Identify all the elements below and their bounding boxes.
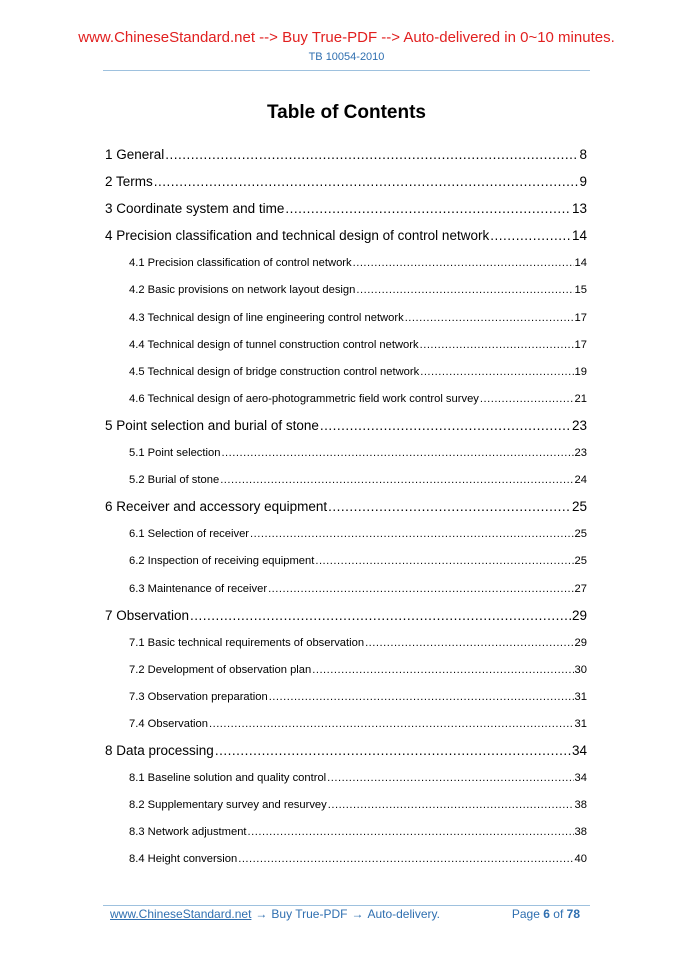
toc-entry-label: 2 Terms	[105, 174, 153, 190]
toc-dot-leader	[248, 821, 574, 843]
toc-entry[interactable]	[105, 198, 587, 225]
toc-dot-leader	[268, 578, 573, 600]
toc-dot-leader	[420, 361, 573, 383]
footer-arrow-icon: →	[351, 907, 364, 921]
toc-entry-page: 14	[574, 257, 587, 270]
footer-site-link[interactable]: www.ChineseStandard.net	[110, 907, 252, 921]
toc-entry[interactable]	[105, 686, 587, 713]
toc-entry-label: 6 Receiver and accessory equipment	[105, 499, 328, 515]
footer-divider	[103, 905, 590, 906]
toc-entry-label: 8.2 Supplementary survey and resurvey	[129, 799, 327, 812]
page-total: 78	[566, 907, 580, 921]
toc-entry-label: 6.2 Inspection of receiving equipment	[129, 555, 315, 568]
toc-entry-label: 7.1 Basic technical requirements of observation	[129, 636, 365, 649]
toc-entry-label: 1 General	[105, 147, 165, 162]
toc-entry-label: 8 Data processing	[105, 743, 214, 759]
toc-entry-label: 4.5 Technical design of bridge construction control network	[129, 365, 420, 378]
toc-dot-leader	[420, 334, 574, 356]
toc-entry-page: 9	[579, 174, 587, 190]
toc-entry-label: 5.1 Point selection	[129, 447, 221, 460]
toc-entry-label: 8.1 Baseline solution and quality control	[129, 772, 327, 785]
toc-dot-leader	[356, 279, 573, 301]
toc-entry[interactable]	[105, 361, 587, 388]
table-of-contents	[105, 144, 587, 876]
header-banner[interactable]: www.ChineseStandard.net --> Buy True-PDF --> Auto-delivered in 0~10 minutes.	[78, 29, 615, 46]
toc-dot-leader	[190, 605, 571, 627]
toc-entry-label: 6.1 Selection of receiver	[129, 528, 250, 541]
toc-entry-page: 38	[574, 799, 587, 812]
toc-dot-leader	[215, 740, 571, 762]
toc-entry-label: 5.2 Burial of stone	[129, 474, 220, 487]
toc-entry[interactable]	[105, 415, 587, 442]
toc-entry-label: 6.3 Maintenance of receiver	[129, 582, 268, 595]
footer-delivery-text: Auto-delivery.	[367, 907, 440, 921]
toc-entry-page: 17	[574, 338, 587, 351]
toc-entry[interactable]	[105, 821, 587, 848]
toc-entry-label: 4.6 Technical design of aero-photogrammetric field work control survey	[129, 392, 479, 405]
page-of: of	[553, 907, 564, 921]
toc-entry[interactable]	[105, 767, 587, 794]
toc-entry[interactable]	[105, 523, 587, 550]
toc-entry-page: 19	[574, 365, 587, 378]
toc-entry-page: 30	[574, 663, 587, 676]
toc-dot-leader	[328, 496, 571, 518]
toc-entry-label: 5 Point selection and burial of stone	[105, 417, 319, 433]
toc-dot-leader	[365, 632, 573, 654]
toc-entry-page: 13	[571, 201, 587, 217]
toc-entry[interactable]	[105, 578, 587, 605]
toc-dot-leader	[327, 767, 573, 789]
toc-entry-page: 27	[574, 582, 587, 595]
toc-entry[interactable]	[105, 848, 587, 875]
footer-arrow-icon: →	[255, 907, 268, 921]
toc-entry-page: 25	[571, 499, 587, 515]
toc-entry-page: 24	[574, 474, 587, 487]
toc-entry-page: 23	[574, 447, 587, 460]
toc-dot-leader	[165, 144, 578, 166]
toc-entry-page: 31	[574, 717, 587, 730]
toc-entry[interactable]	[105, 307, 587, 334]
toc-dot-leader	[480, 388, 574, 410]
toc-entry-page: 29	[574, 636, 587, 649]
footer	[110, 907, 580, 921]
toc-entry[interactable]	[105, 279, 587, 306]
toc-entry-page: 15	[574, 284, 587, 297]
toc-entry-page: 25	[574, 555, 587, 568]
document-id: TB 10054-2010	[308, 51, 385, 63]
toc-entry[interactable]	[105, 144, 587, 171]
toc-entry-page: 17	[574, 311, 587, 324]
toc-dot-leader	[405, 307, 574, 329]
toc-entry-label: 7.2 Development of observation plan	[129, 663, 312, 676]
toc-dot-leader	[353, 252, 574, 274]
toc-entry-label: 4.4 Technical design of tunnel construction control network	[129, 338, 419, 351]
toc-entry[interactable]	[105, 550, 587, 577]
toc-dot-leader	[250, 523, 574, 545]
toc-entry-page: 23	[571, 417, 587, 433]
toc-entry-label: 7.4 Observation	[129, 717, 208, 730]
toc-entry-label: 8.4 Height conversion	[129, 853, 238, 866]
toc-entry[interactable]	[105, 659, 587, 686]
toc-dot-leader	[209, 713, 574, 735]
toc-dot-leader	[220, 469, 573, 491]
toc-entry[interactable]	[105, 794, 587, 821]
toc-entry[interactable]	[105, 632, 587, 659]
toc-dot-leader	[328, 794, 574, 816]
toc-entry-page: 21	[574, 392, 587, 405]
header-divider	[103, 70, 590, 71]
footer-page-info	[512, 907, 580, 921]
toc-entry[interactable]	[105, 171, 587, 198]
footer-buy-text: Buy True-PDF	[271, 907, 348, 921]
toc-entry-page: 14	[571, 228, 587, 244]
toc-entry-page: 34	[574, 772, 587, 785]
toc-entry[interactable]	[105, 713, 587, 740]
page-title: Table of Contents	[266, 102, 427, 123]
toc-entry-label: 4.3 Technical design of line engineering control network	[129, 311, 404, 324]
toc-entry-label: 3 Coordinate system and time	[105, 201, 285, 217]
toc-dot-leader	[315, 550, 573, 572]
page-current: 6	[543, 907, 550, 921]
toc-entry-page: 40	[574, 853, 587, 866]
toc-entry-label: 7 Observation	[105, 607, 190, 623]
toc-entry-label: 7.3 Observation preparation	[129, 690, 268, 703]
toc-entry[interactable]	[105, 334, 587, 361]
toc-dot-leader	[269, 686, 574, 708]
toc-entry-page: 8	[579, 147, 587, 162]
toc-entry[interactable]	[105, 740, 587, 767]
toc-entry[interactable]	[105, 469, 587, 496]
toc-dot-leader	[312, 659, 573, 681]
toc-entry-label: 4.2 Basic provisions on network layout design	[129, 284, 356, 297]
toc-entry-label: 4.1 Precision classification of control network	[129, 257, 352, 270]
toc-entry-page: 38	[574, 826, 587, 839]
toc-entry[interactable]	[105, 442, 587, 469]
toc-dot-leader	[154, 171, 579, 193]
toc-entry[interactable]	[105, 388, 587, 415]
page-label: Page	[511, 907, 540, 921]
toc-entry-page: 25	[574, 528, 587, 541]
toc-entry[interactable]	[105, 225, 587, 252]
toc-dot-leader	[285, 198, 571, 220]
toc-entry-label: 8.3 Network adjustment	[129, 826, 247, 839]
toc-entry[interactable]	[105, 496, 587, 523]
toc-entry-label: 4 Precision classification and technical design of control network	[105, 228, 490, 244]
toc-entry-page: 31	[574, 690, 587, 703]
toc-dot-leader	[320, 415, 571, 437]
toc-entry-page: 34	[571, 743, 587, 759]
toc-entry-page: 29	[571, 607, 587, 623]
toc-dot-leader	[490, 225, 571, 247]
toc-dot-leader	[221, 442, 573, 464]
toc-entry[interactable]	[105, 605, 587, 632]
toc-entry[interactable]	[105, 252, 587, 279]
toc-dot-leader	[238, 848, 573, 870]
